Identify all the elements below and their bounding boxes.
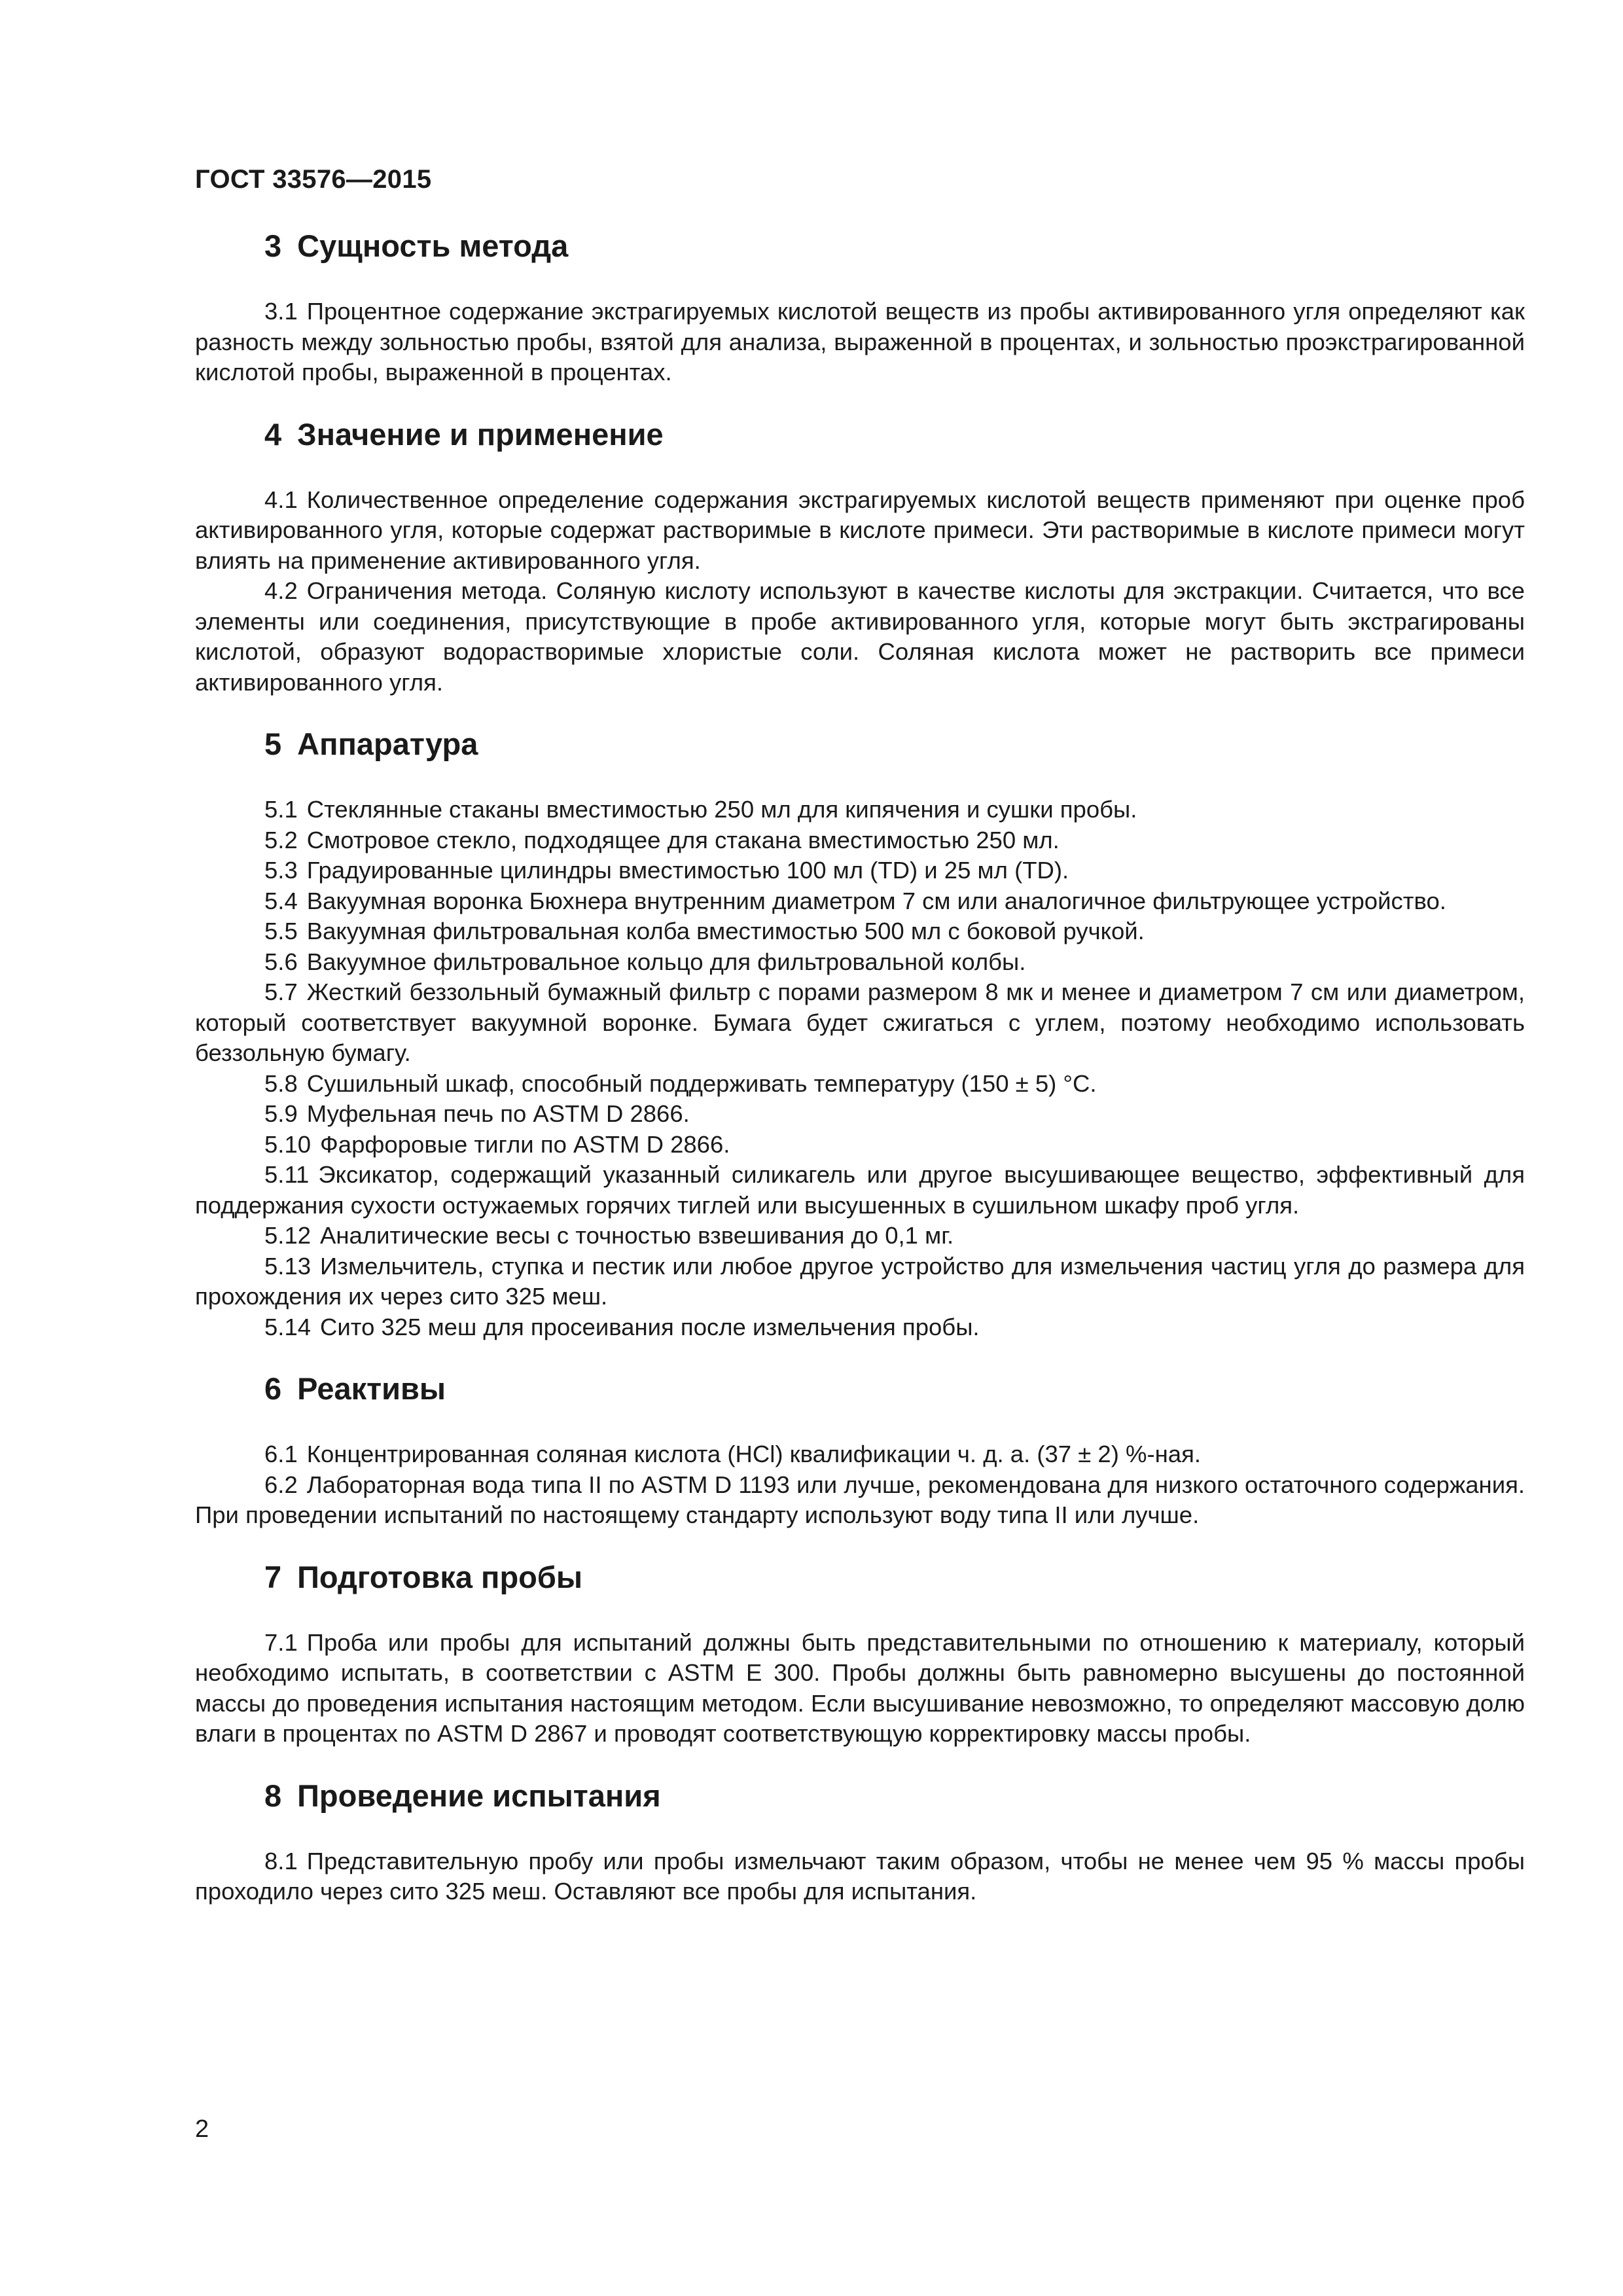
paragraph — [195, 886, 1525, 917]
paragraph-text: Лабораторная вода типа II по ASTM D 1193 или лучше, рекомендована для низкого остаточного содержания. При проведении испытаний по настоящему стандарту используют воду типа II или лучше. — [195, 1471, 1525, 1528]
paragraph — [195, 1846, 1525, 1907]
paragraph-number: 5.14 — [264, 1313, 312, 1340]
paragraph-text: Градуированные цилиндры вместимостью 100 мл (TD) и 25 мл (TD). — [306, 857, 1069, 884]
paragraph-text: Количественное определение содержания экстрагируемых кислотой веществ применяют при оценке проб активированного угля, которые содержат растворимые в кислоте примеси. Эти растворимые в кислоте примеси могут влиять на применение активированного угля. — [195, 486, 1525, 574]
section-number: 3 — [264, 228, 282, 263]
paragraph-text: Ограничения метода. Соляную кислоту используют в качестве кислоты для экстракции. Считается, что все элементы или соединения, присутствующие в пробе активированного угля, которые могут быть экстрагированы кислотой, образуют водорастворимые хлористые соли. Соляная кислота может не растворить все примеси активированного угля. — [195, 577, 1525, 696]
section-heading — [195, 414, 1525, 455]
section-6 — [195, 1369, 1525, 1531]
paragraph-text: Эксикатор, содержащий указанный силикагель или другое высушивающее вещество, эффективный для поддержания сухости остужаемых горячих тиглей или высушенных в сушильном шкафу проб угля. — [195, 1161, 1525, 1219]
paragraph-number: 5.12 — [264, 1222, 312, 1249]
section-title: Реактивы — [297, 1371, 446, 1406]
section-4 — [195, 414, 1525, 698]
paragraph — [195, 1099, 1525, 1130]
paragraph-text: Аналитические весы с точностью взвешивания до 0,1 мг. — [320, 1222, 954, 1249]
paragraph-number: 4.1 — [264, 486, 298, 513]
paragraph — [195, 855, 1525, 886]
paragraph — [195, 485, 1525, 577]
page-number: 2 — [195, 2115, 209, 2143]
paragraph — [195, 296, 1525, 388]
paragraph-number: 5.9 — [264, 1100, 298, 1127]
paragraph-number: 5.7 — [264, 978, 298, 1005]
paragraph-text: Процентное содержание экстрагируемых кислотой веществ из пробы активированного угля определяют как разность между зольностью пробы, взятой для анализа, выраженной в процентах, и зольностью проэкстрагированной кислотой пробы, выраженной в процентах. — [195, 298, 1525, 386]
section-7 — [195, 1557, 1525, 1749]
section-heading — [195, 724, 1525, 764]
paragraph-number: 5.6 — [264, 948, 298, 975]
paragraph — [195, 795, 1525, 825]
paragraph-text: Представительную пробу или пробы измельчают таким образом, чтобы не менее чем 95 % массы пробы проходило через сито 325 меш. Оставляют все пробы для испытания. — [195, 1847, 1525, 1905]
section-title: Проведение испытания — [297, 1778, 661, 1813]
section-5 — [195, 724, 1525, 1342]
section-number: 8 — [264, 1778, 282, 1813]
paragraph-number: 5.13 — [264, 1252, 312, 1280]
section-heading — [195, 1776, 1525, 1816]
paragraph-text: Вакуумное фильтровальное кольцо для фильтровальной колбы. — [306, 948, 1026, 975]
paragraph-number: 8.1 — [264, 1847, 298, 1874]
paragraph-number: 3.1 — [264, 298, 298, 325]
document-code: ГОСТ 33576—2015 — [195, 165, 432, 194]
paragraph-text: Жесткий беззольный бумажный фильтр с порами размером 8 мк и менее и диаметром 7 см или диаметром, который соответствует вакуумной воронке. Бумага будет сжигаться с углем, поэтому необходимо использовать беззольную бумагу. — [195, 978, 1525, 1066]
paragraph-text: Вакуумная фильтровальная колба вместимостью 500 мл с боковой ручкой. — [306, 918, 1145, 944]
section-title: Аппаратура — [297, 726, 478, 761]
paragraph-number: 5.8 — [264, 1069, 298, 1097]
paragraph-text: Сито 325 меш для просеивания после измельчения пробы. — [320, 1313, 980, 1340]
section-number: 6 — [264, 1371, 282, 1406]
document-body — [195, 226, 1525, 1933]
section-paragraphs — [195, 485, 1525, 698]
paragraph — [195, 916, 1525, 947]
paragraph — [195, 1069, 1525, 1100]
paragraph — [195, 1221, 1525, 1251]
paragraph-number: 5.2 — [264, 826, 298, 853]
paragraph-text: Фарфоровые тигли по ASTM D 2866. — [320, 1130, 730, 1158]
paragraph-number: 5.3 — [264, 857, 298, 884]
paragraph-number: 5.11 — [264, 1161, 310, 1188]
section-heading — [195, 226, 1525, 266]
paragraph — [195, 1251, 1525, 1312]
paragraph-text: Смотровое стекло, подходящее для стакана вместимостью 250 мл. — [306, 826, 1060, 853]
paragraph — [195, 977, 1525, 1069]
section-title: Подготовка пробы — [297, 1559, 583, 1594]
section-paragraphs — [195, 296, 1525, 388]
section-heading — [195, 1369, 1525, 1409]
paragraph — [195, 576, 1525, 698]
paragraph — [195, 1628, 1525, 1749]
section-heading — [195, 1557, 1525, 1598]
section-number: 5 — [264, 726, 282, 761]
section-paragraphs — [195, 1846, 1525, 1907]
paragraph-number: 6.1 — [264, 1441, 298, 1467]
section-paragraphs — [195, 795, 1525, 1342]
paragraph — [195, 825, 1525, 856]
paragraph — [195, 1160, 1525, 1221]
paragraph — [195, 947, 1525, 978]
paragraph-number: 7.1 — [264, 1628, 298, 1656]
section-paragraphs — [195, 1628, 1525, 1749]
section-number: 7 — [264, 1559, 282, 1594]
paragraph — [195, 1312, 1525, 1343]
section-8 — [195, 1776, 1525, 1907]
paragraph — [195, 1130, 1525, 1160]
paragraph-number: 5.4 — [264, 887, 298, 914]
section-title: Значение и применение — [297, 416, 664, 452]
paragraph-text: Стеклянные стаканы вместимостью 250 мл для кипячения и сушки пробы. — [306, 796, 1137, 823]
paragraph-number: 4.2 — [264, 577, 298, 604]
paragraph — [195, 1439, 1525, 1470]
paragraph-text: Измельчитель, ступка и пестик или любое другое устройство для измельчения частиц угля до размера для прохождения их через сито 325 меш. — [195, 1252, 1525, 1310]
paragraph — [195, 1470, 1525, 1531]
paragraph-text: Сушильный шкаф, способный поддерживать температуру (150 ± 5) °С. — [306, 1069, 1097, 1097]
section-title: Сущность метода — [297, 228, 569, 263]
paragraph-number: 5.5 — [264, 918, 298, 944]
paragraph-number: 5.1 — [264, 796, 298, 823]
section-number: 4 — [264, 416, 282, 452]
section-3 — [195, 226, 1525, 388]
paragraph-number: 5.10 — [264, 1130, 312, 1158]
section-paragraphs — [195, 1439, 1525, 1531]
paragraph-number: 6.2 — [264, 1471, 298, 1498]
paragraph-text: Концентрированная соляная кислота (HCl) квалификации ч. д. а. (37 ± 2) %-ная. — [306, 1441, 1201, 1467]
paragraph-text: Вакуумная воронка Бюхнера внутренним диаметром 7 см или аналогичное фильтрующее устройство. — [306, 887, 1446, 914]
paragraph-text: Проба или пробы для испытаний должны быть представительными по отношению к материалу, который необходимо испытать, в соответствии с ASTM E 300. Пробы должны быть равномерно высушены до постоянной массы до проведения испытания настоящим методом. Если высушивание невозможно, то определяют массовую долю влаги в процентах по ASTM D 2867 и проводят соответствующую корректировку массы пробы. — [195, 1628, 1525, 1747]
paragraph-text: Муфельная печь по ASTM D 2866. — [306, 1100, 690, 1127]
